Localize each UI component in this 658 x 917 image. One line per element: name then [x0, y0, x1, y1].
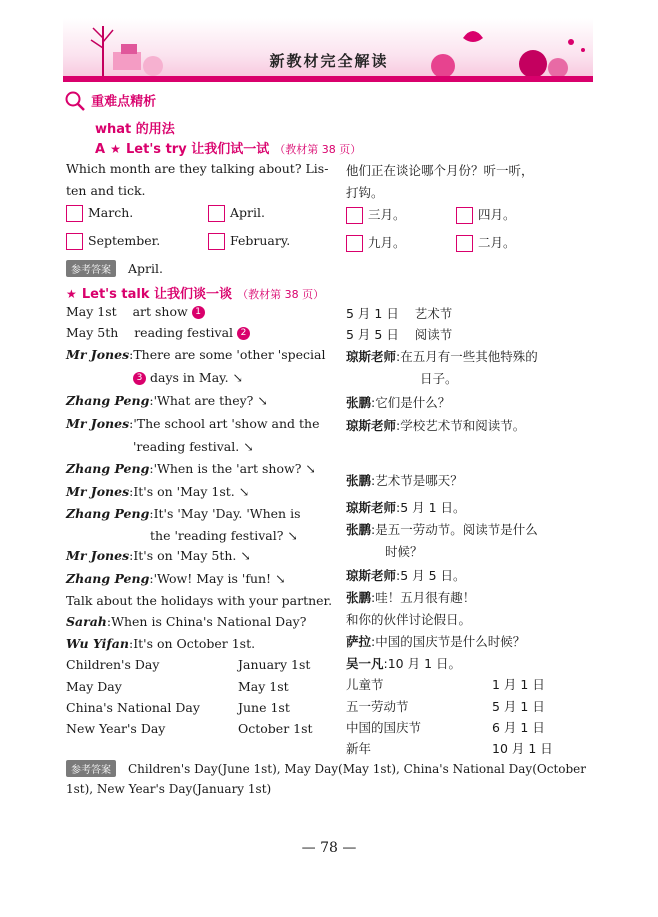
tick-box[interactable] [346, 207, 363, 224]
marker-3: 3 [133, 372, 146, 385]
line-text: 'reading festival. [133, 439, 240, 454]
line-text: 哇！五月很有趣！ [375, 590, 476, 605]
line-text: 5 月 5 日。 [400, 568, 466, 583]
part-a-answer [66, 260, 163, 277]
line-text: 它们是什么？ [375, 395, 451, 410]
dialog-line: Zhang Peng:'Wow! May is 'fun! ↘ [66, 571, 286, 586]
dialog-line: Mr Jones:'The school art 'show and the [66, 416, 320, 431]
option-label: September. [88, 233, 161, 248]
dialog-line-cn: 琼斯老师:在五月有一些其他特殊的 [346, 349, 538, 364]
event-line-2 [66, 325, 250, 340]
speaker: 琼斯老师 [346, 500, 397, 515]
holiday-name: May Day [66, 679, 122, 694]
holiday-name-cn: 中国的国庆节 [346, 720, 422, 735]
tick-box[interactable] [456, 235, 473, 252]
option-cn-september[interactable] [346, 233, 406, 252]
speaker: 琼斯老师 [346, 418, 397, 433]
magnifier-icon [64, 90, 86, 112]
dialog-line-cn: 张鹏:它们是什么？ [346, 395, 451, 410]
option-label: 九月。 [368, 235, 406, 250]
falling-tone-icon: ↘ [238, 484, 250, 499]
marker-1: 1 [192, 306, 205, 319]
line-text: 'What are they? [153, 393, 254, 408]
part-a-label: A [95, 142, 106, 157]
tick-box[interactable] [208, 205, 225, 222]
part-a-instruction-cn-2: 打钩。 [346, 185, 384, 200]
speaker: Wu Yifan [66, 636, 129, 651]
part-b-header [66, 283, 324, 302]
dialog-line: Mr Jones:It's on 'May 5th. ↘ [66, 548, 251, 563]
line-text: 10 月 1 日。 [387, 656, 462, 671]
line-text: 在五月有一些其他特殊的 [400, 349, 538, 364]
dialog-line: Zhang Peng:'What are they? ↘ [66, 393, 268, 408]
speaker: 萨拉 [346, 634, 372, 649]
falling-tone-icon: ↘ [232, 370, 244, 385]
task-cn: 和你的伙伴讨论假日。 [346, 612, 472, 627]
answer-text-1: Children's Day(June 1st), May Day(May 1st), China's National Day(October [127, 762, 587, 776]
falling-tone-icon: ↘ [257, 393, 268, 408]
holiday-date: May 1st [238, 679, 289, 694]
speaker: 琼斯老师 [346, 568, 397, 583]
line-text: days in May. [149, 370, 229, 385]
topic-title: what 的用法 [95, 122, 175, 137]
line-text: It's 'May 'Day. 'When is [153, 506, 301, 521]
part-a-header [95, 138, 361, 157]
falling-tone-icon: ↘ [243, 439, 254, 454]
holiday-date-cn: 5 月 1 日 [492, 699, 545, 714]
dialog2-line-cn: 吴一凡:10 月 1 日。 [346, 656, 462, 671]
option-cn-march[interactable] [346, 205, 406, 224]
dialog-line: Zhang Peng:It's 'May 'Day. 'When is [66, 506, 301, 521]
holiday-name: China's National Day [66, 700, 200, 715]
holiday-date: October 1st [238, 721, 313, 736]
dialog2-line: Sarah:When is China's National Day? [66, 614, 307, 629]
star-icon: ★ [66, 287, 77, 301]
speaker: 张鹏 [346, 473, 372, 488]
part-b-ref: （教材第 38 页） [237, 288, 325, 301]
speaker: Mr Jones [66, 548, 130, 563]
part-b-answer [66, 760, 586, 777]
falling-tone-icon: ↘ [275, 571, 286, 586]
speaker: 张鹏 [346, 522, 372, 537]
speaker: 琼斯老师 [346, 349, 397, 364]
line-text: It's on October 1st. [133, 636, 256, 651]
banner-stripe [63, 76, 593, 82]
line-text: There are some 'other 'special [133, 347, 326, 362]
line-text: 'Wow! May is 'fun! [153, 571, 272, 586]
tick-box[interactable] [456, 207, 473, 224]
part-a-ref: （教材第 38 页） [274, 143, 362, 156]
holiday-row [66, 657, 159, 672]
dialog-line-cn-cont: 时候？ [385, 544, 423, 559]
part-a-title: Let's try 让我们试一试 [126, 142, 270, 157]
line-text: 中国的国庆节是什么时候？ [375, 634, 526, 649]
answer-badge: 参考答案 [66, 260, 116, 277]
holiday-date: January 1st [238, 657, 311, 672]
dialog-line-cn: 琼斯老师:5 月 1 日。 [346, 500, 466, 515]
speaker: 吴一凡 [346, 656, 384, 671]
holiday-date-cn: 6 月 1 日 [492, 720, 545, 735]
event-line-1-cn: 5 月 1 日 艺术节 [346, 306, 453, 321]
option-cn-february[interactable] [456, 233, 516, 252]
part-a-instruction-cn-1: 他们正在谈论哪个月份？听一听， [346, 163, 534, 178]
dialog2-line: Wu Yifan:It's on October 1st. [66, 636, 256, 651]
event-line-1 [66, 304, 205, 319]
tick-box[interactable] [208, 233, 225, 250]
dialog-line-cn: 张鹏:是五一劳动节。阅读节是什么 [346, 522, 538, 537]
line-text: 5 月 1 日。 [400, 500, 466, 515]
holiday-name: Children's Day [66, 657, 160, 672]
line-text: When is China's National Day? [111, 614, 307, 629]
section-heading [64, 90, 156, 112]
dialog-line-cont [150, 528, 298, 543]
tick-box[interactable] [66, 205, 83, 222]
option-march[interactable] [66, 205, 133, 222]
dialog2-line-cn: 萨拉:中国的国庆节是什么时候？ [346, 634, 526, 649]
line-text: 'When is the 'art show? [153, 461, 302, 476]
option-label: March. [88, 205, 134, 220]
line-text: 是五一劳动节。阅读节是什么 [375, 522, 538, 537]
holiday-date: June 1st [238, 700, 290, 715]
option-label: 四月。 [478, 207, 516, 222]
holiday-row [66, 700, 200, 715]
tick-box[interactable] [346, 235, 363, 252]
dialog-line: Mr Jones:It's on 'May 1st. ↘ [66, 484, 250, 499]
part-a-instruction-en-1: Which month are they talking about? Lis- [66, 161, 329, 176]
part-a-instruction-en-2: ten and tick. [66, 183, 146, 198]
speaker: Mr Jones [66, 484, 130, 499]
falling-tone-icon: ↘ [240, 548, 251, 563]
speaker: 张鹏 [346, 395, 372, 410]
speaker: Mr Jones [66, 347, 130, 362]
answer-badge: 参考答案 [66, 760, 116, 777]
dialog-line-cn: 张鹏:艺术节是哪天？ [346, 473, 463, 488]
speaker: Mr Jones [66, 416, 130, 431]
speaker: Zhang Peng [66, 571, 150, 586]
dialog-line: Mr Jones:There are some 'other 'special [66, 347, 326, 362]
speaker: Zhang Peng [66, 461, 150, 476]
speaker: Sarah [66, 614, 107, 629]
holiday-date-cn: 1 月 1 日 [492, 677, 545, 692]
header-title: 新教材完全解读 [269, 52, 389, 70]
event-text: May 5th reading festival [66, 325, 234, 340]
line-text: the 'reading festival? [150, 528, 284, 543]
option-label: April. [230, 205, 265, 220]
option-label: 二月。 [478, 235, 516, 250]
line-text: 学校艺术节和阅读节。 [400, 418, 526, 433]
option-april[interactable] [208, 205, 265, 222]
option-february[interactable] [208, 233, 290, 250]
section-title: 重难点精析 [91, 94, 157, 110]
page-number: — 78 — [301, 840, 357, 856]
dialog-line-cn: 张鹏:哇！五月很有趣！ [346, 590, 476, 605]
task-en: Talk about the holidays with your partner. [66, 593, 333, 608]
line-text: 'The school art 'show and the [133, 416, 320, 431]
holiday-name: New Year's Day [66, 721, 166, 736]
option-september[interactable] [66, 233, 160, 250]
dialog-line: Zhang Peng:'When is the 'art show? ↘ [66, 461, 316, 476]
line-text: 艺术节是哪天？ [375, 473, 463, 488]
answer-text: April. [127, 261, 163, 276]
speaker: 张鹏 [346, 590, 372, 605]
dialog-line-cn: 琼斯老师:学校艺术节和阅读节。 [346, 418, 526, 433]
speaker: Zhang Peng [66, 506, 150, 521]
falling-tone-icon: ↘ [305, 461, 316, 476]
option-label: 三月。 [368, 207, 406, 222]
option-cn-april[interactable] [456, 205, 516, 224]
holiday-name-cn: 新年 [346, 741, 372, 756]
answer-text-2: 1st), New Year's Day(January 1st) [66, 782, 272, 796]
event-text: May 1st art show [66, 304, 188, 319]
falling-tone-icon: ↘ [287, 528, 298, 543]
holiday-date-cn: 10 月 1 日 [492, 741, 553, 756]
dialog-line-cont [133, 370, 243, 385]
option-label: February. [230, 233, 291, 248]
speaker: Zhang Peng [66, 393, 150, 408]
holiday-row [66, 721, 165, 736]
holiday-name-cn: 五一劳动节 [346, 699, 409, 714]
marker-2: 2 [237, 327, 250, 340]
event-line-2-cn: 5 月 5 日 阅读节 [346, 327, 453, 342]
dialog-line-cn-cont: 日子。 [420, 371, 458, 386]
holiday-name-cn: 儿童节 [346, 677, 384, 692]
star-icon: ★ [110, 142, 121, 156]
dialog-line-cn: 琼斯老师:5 月 5 日。 [346, 568, 466, 583]
dialog-line-cont [133, 439, 254, 454]
holiday-row [66, 679, 122, 694]
line-text: It's on 'May 1st. [133, 484, 235, 499]
part-b-title: Let's talk 让我们谈一谈 [81, 287, 233, 302]
tick-box[interactable] [66, 233, 83, 250]
line-text: It's on 'May 5th. [133, 548, 237, 563]
